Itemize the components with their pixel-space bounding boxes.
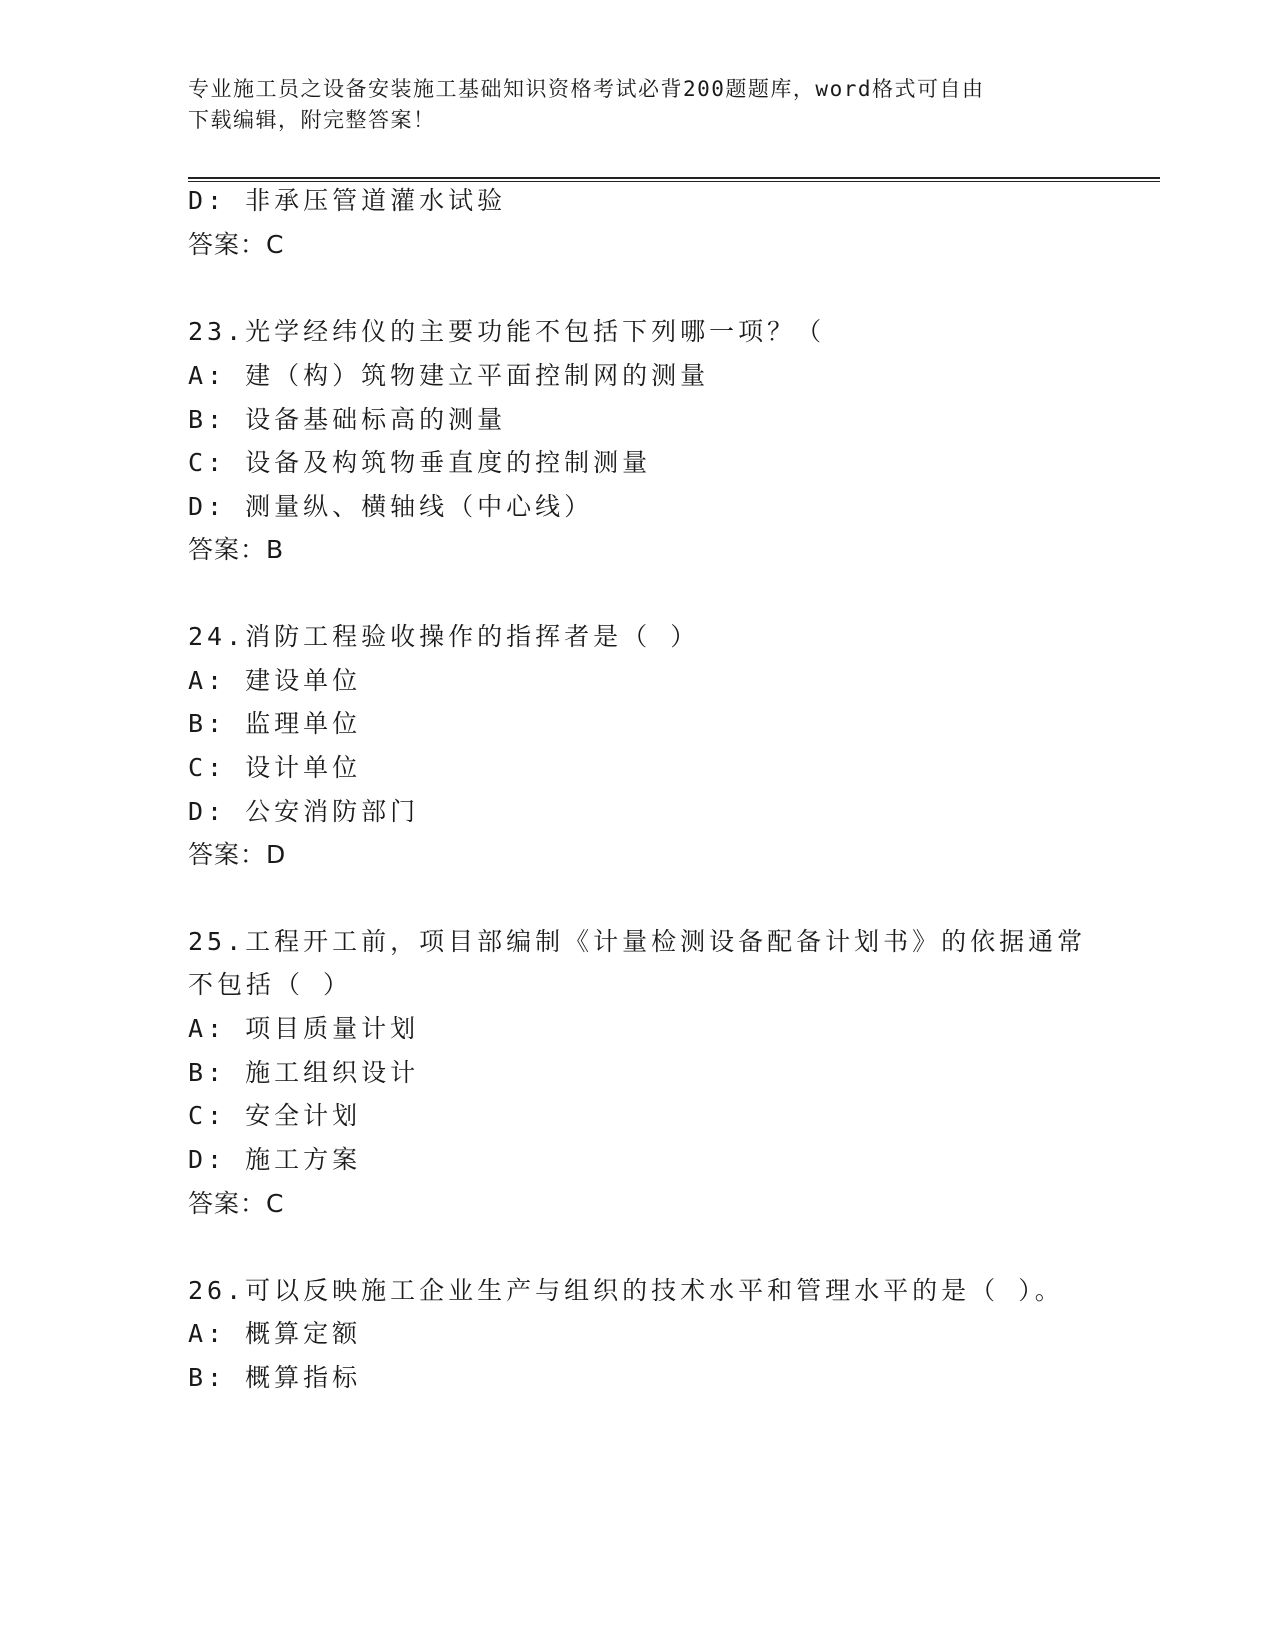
question-24-stem: 24.消防工程验收操作的指挥者是（ ） xyxy=(188,622,700,651)
question-23-answer: 答案：B xyxy=(188,535,285,564)
question-23-stem: 23.光学经纬仪的主要功能不包括下列哪一项？（ xyxy=(188,317,826,346)
question-23-option-a: A: 建（构）筑物建立平面控制网的测量 xyxy=(188,361,710,390)
question-25-option-d: D: 施工方案 xyxy=(188,1145,362,1174)
question-25-stem-line-2: 不包括（ ） xyxy=(188,970,353,999)
header-divider xyxy=(188,177,1160,182)
header-title-line-1: 专业施工员之设备安装施工基础知识资格考试必背200题题库，word格式可自由 xyxy=(188,77,985,101)
question-24-option-c: C: 设计单位 xyxy=(188,753,362,782)
question-25-option-c: C: 安全计划 xyxy=(188,1101,362,1130)
question-24-option-d: D: 公安消防部门 xyxy=(188,797,420,826)
question-26-option-b: B: 概算指标 xyxy=(188,1363,362,1392)
question-25-option-a: A: 项目质量计划 xyxy=(188,1014,420,1043)
question-24-option-a: A: 建设单位 xyxy=(188,666,362,695)
question-24-answer: 答案：D xyxy=(188,840,287,869)
question-26-stem: 26.可以反映施工企业生产与组织的技术水平和管理水平的是（ ）。 xyxy=(188,1276,1064,1305)
question-25-answer: 答案：C xyxy=(188,1189,285,1218)
question-24-option-b: B: 监理单位 xyxy=(188,709,362,738)
prev-question-answer: 答案：C xyxy=(188,230,285,259)
question-25-option-b: B: 施工组织设计 xyxy=(188,1058,420,1087)
question-23-option-b: B: 设备基础标高的测量 xyxy=(188,405,507,434)
question-26-option-a: A: 概算定额 xyxy=(188,1319,362,1348)
question-23-option-d: D: 测量纵、横轴线（中心线） xyxy=(188,492,594,521)
prev-question-option-d: D: 非承压管道灌水试验 xyxy=(188,186,507,215)
question-23-option-c: C: 设备及构筑物垂直度的控制测量 xyxy=(188,448,652,477)
header-title-line-2: 下载编辑，附完整答案！ xyxy=(188,108,436,132)
question-25-stem-line-1: 25.工程开工前，项目部编制《计量检测设备配备计划书》的依据通常 xyxy=(188,927,1087,956)
document-header xyxy=(188,74,1068,136)
